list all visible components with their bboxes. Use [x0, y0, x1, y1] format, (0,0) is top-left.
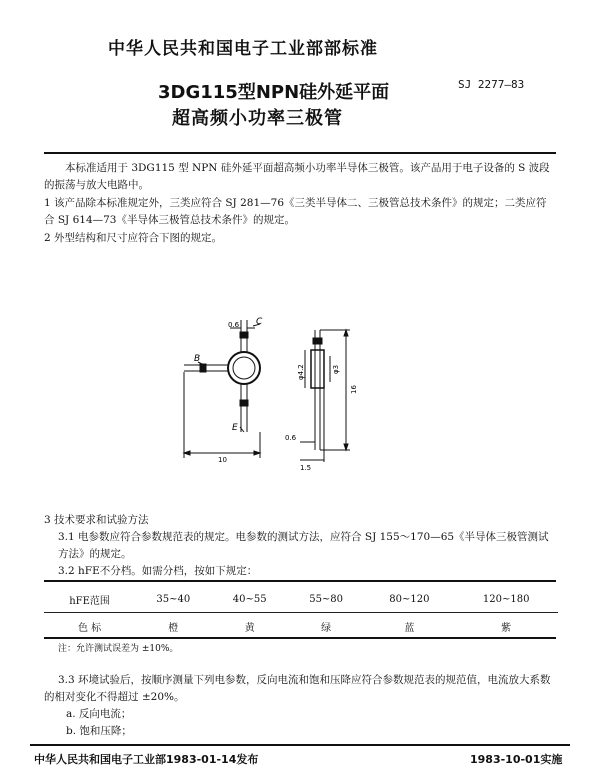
header-rule	[44, 152, 556, 154]
table-top-rule	[44, 580, 556, 582]
hfe-range-5: 120~180	[454, 586, 558, 613]
tolerance-note: 注：允许测试误差为 ±10%。	[58, 644, 179, 654]
item-b: b. 饱和压降；	[66, 725, 132, 737]
color-mark-label: 色 标	[77, 622, 102, 634]
dim-1-5: 1.5	[300, 464, 312, 472]
clause-2: 2 外型结构和尺寸应符合下图的规定。	[44, 232, 223, 244]
dim-0-6-top: 0.6	[228, 321, 240, 329]
hfe-range-1: 35~40	[135, 586, 211, 613]
color-mark-1: 橙	[168, 622, 179, 634]
intro-paragraph: 本标准适用于 3DG115 型 NPN 硅外延平面超高频小功率半导体三极管。该产品用于电子设备的 S 波段的振荡与放大电路中。	[44, 162, 550, 191]
effective-date: 1983-10-01实施	[470, 753, 563, 766]
clause-3-1: 3.1 电参数应符合参数规范表的规定。电参数的测试方法，应符合 SJ 155～170—65《半导体三极管测试方法》的规定。	[58, 531, 549, 560]
title-line-2: 超高频小功率三极管	[172, 108, 343, 129]
hfe-range-3: 55~80	[288, 586, 364, 613]
label-base: B	[194, 354, 201, 364]
dim-16: 16	[350, 385, 358, 394]
section-3-heading: 3 技术要求和试验方法	[44, 514, 149, 526]
clause-3-3: 3.3 环境试验后，按顺序测量下列电参数，反向电流和饱和压降应符合参数规范表的规范值，电流放大系数的相对变化不得超过 ±20%。	[44, 674, 551, 703]
hfe-range-label: hFE范围	[44, 586, 135, 613]
label-collector: C	[256, 317, 263, 327]
label-emitter: E	[232, 423, 238, 433]
transistor-outline-drawing	[160, 310, 400, 480]
hfe-range-4: 80~120	[364, 586, 454, 613]
release-date: 中华人民共和国电子工业部1983-01-14发布	[34, 753, 259, 766]
clause-1: 1 该产品除本标准规定外，三类应符合 SJ 281—76《三类半导体二、三极管总技术条件》的规定；二类应符合 SJ 614—73《半导体三极管总技术条件》的规定。	[44, 197, 547, 226]
color-mark-4: 蓝	[404, 622, 415, 634]
standard-number: SJ 2277—83	[458, 78, 525, 91]
hfe-grade-table	[44, 586, 558, 639]
case-inner-circle	[233, 357, 255, 379]
collector-lead-mark	[240, 332, 248, 338]
clause-3-2: 3.2 hFE不分档。如需分档，按如下规定：	[58, 565, 258, 577]
item-a: a. 反向电流；	[66, 708, 132, 720]
table-row	[44, 586, 558, 613]
side-view-body	[311, 350, 324, 388]
table-bottom-rule	[44, 637, 556, 639]
dim-10: 10	[218, 456, 227, 464]
footer-rule	[30, 744, 570, 746]
dim-phi-3: φ3	[332, 364, 340, 374]
color-mark-3: 绿	[321, 622, 332, 634]
color-mark-5: 紫	[501, 622, 512, 634]
table-row	[44, 613, 558, 640]
title-line-1: 3DG115型NPN硅外延平面	[158, 82, 390, 103]
dim-0-6-bottom: 0.6	[285, 434, 297, 442]
ministry-header: 中华人民共和国电子工业部部标准	[108, 39, 378, 59]
color-mark-2: 黄	[244, 622, 255, 634]
dim-phi-4-2: φ4.2	[297, 364, 305, 380]
base-lead-mark	[200, 364, 206, 372]
side-view-lead-mark	[313, 338, 322, 344]
hfe-range-2: 40~55	[211, 586, 287, 613]
emitter-lead-mark	[240, 400, 248, 406]
